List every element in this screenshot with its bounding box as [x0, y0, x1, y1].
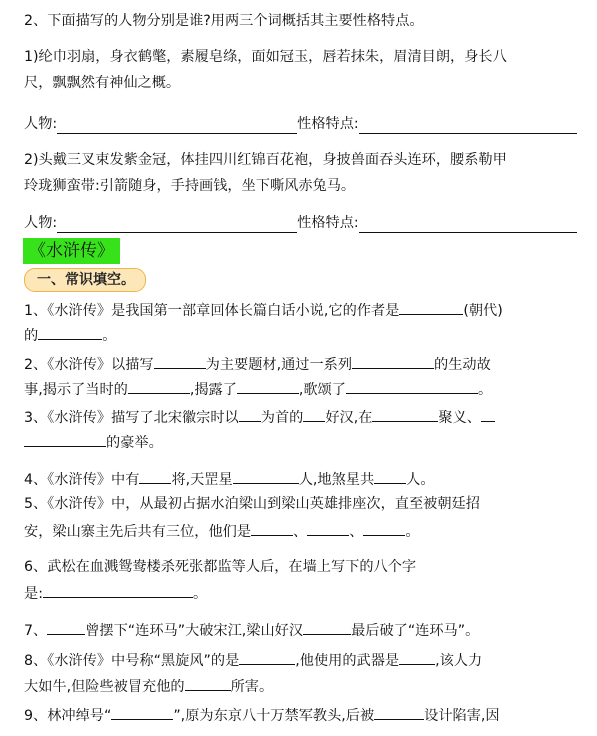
item-7-line: 7、 曾摆下“连环马”大破宋江,梁山好汉 最后破了“连环马”。 — [24, 619, 577, 641]
item-1-line-1: 1、《水浒传》是我国第一部章回体长篇白话小说,它的作者是 (朝代) — [24, 299, 577, 321]
blank-place[interactable] — [372, 406, 438, 422]
blank-reveal[interactable] — [128, 378, 190, 394]
trait-blank-2[interactable] — [359, 217, 577, 233]
person-blank-1[interactable] — [57, 118, 297, 134]
blank-feat[interactable] — [24, 431, 106, 447]
person-label: 人物: — [24, 215, 58, 231]
trait-label: 性格特点: — [297, 116, 359, 132]
person-blank-2[interactable] — [57, 217, 297, 233]
item-6-line-1: 6、武松在血溅鸳鸯楼杀死张都监等人后，在墙上写下的八个字 — [24, 559, 417, 575]
blank-black-whirlwind[interactable] — [239, 649, 295, 665]
item-3-line-2: 的豪举。 — [24, 431, 577, 453]
blank-lianhuan-breaker[interactable] — [303, 619, 351, 635]
trait-blank-1[interactable] — [359, 118, 577, 134]
blank-impostor[interactable] — [185, 675, 231, 691]
blank-leader-3[interactable] — [363, 520, 405, 536]
blank-nickname[interactable] — [111, 704, 173, 720]
item-2-line-1: 2、《水浒传》以描写 为主要题材,通过一系列 的生动故 — [24, 353, 577, 375]
item-8-line-2: 大如牛,但险些被冒充他的 所害。 — [24, 675, 577, 697]
blank-disha[interactable] — [374, 468, 406, 484]
blank-author-name[interactable] — [38, 324, 102, 340]
blank-eight-chars[interactable] — [43, 582, 193, 598]
blank-framer[interactable] — [374, 704, 424, 720]
item-6-line-2: 是: 。 — [24, 582, 577, 604]
item-5-line-2: 安，梁山寨主先后共有三位，他们是 、 、 。 — [24, 520, 577, 542]
person-label: 人物: — [24, 116, 58, 132]
blank-heroes-count[interactable] — [303, 406, 325, 422]
blank-lianhuan-setter[interactable] — [47, 619, 85, 635]
q2-passage-1-line-2: 尺，飘飘然有神仙之概。 — [24, 75, 181, 91]
item-3-line-1: 3、《水浒传》描写了北宋徽宗时以 为首的 好汉,在 聚义、 — [24, 406, 577, 428]
item-4-line: 4、《水浒传》中有 将,天罡星 人,地煞星共 人。 — [24, 468, 577, 490]
blank-weapon[interactable] — [399, 649, 435, 665]
blank-author[interactable] — [399, 299, 463, 315]
item-9-line: 9、林冲绰号“ ”,原为东京八十万禁军教头,后被 设计陷害,因 — [24, 704, 577, 726]
blank-series[interactable] — [352, 353, 434, 369]
blank-feat-start[interactable] — [481, 406, 495, 422]
item-8-line-1: 8、《水浒传》中号称“黑旋风”的是 ,他使用的武器是 ,该人力 — [24, 649, 577, 671]
q2-passage-2-line-1: 2)头戴三叉束发紫金冠，体挂四川红锦百花袍，身披兽面吞头连环，腰系勒甲 — [24, 152, 507, 168]
blank-leader-1[interactable] — [251, 520, 293, 536]
item-5-line-1: 5、《水浒传》中，从最初占据水泊梁山到梁山英雄排座次，直至被朝廷招 — [24, 496, 480, 512]
blank-generals[interactable] — [139, 468, 171, 484]
blank-leader[interactable] — [239, 406, 261, 422]
q2-passage-1-line-1: 1)纶巾羽扇，身衣鹤氅，素履皂绦，面如冠玉，唇若抹朱，眉清目朗，身长八 — [24, 49, 507, 65]
q2-passage-2-line-2: 玲珑狮蛮带:引箭随身，手持画钱，坐下嘶风赤兔马。 — [24, 178, 356, 194]
section-title-highlight: 《水浒传》 — [23, 238, 120, 264]
blank-theme[interactable] — [154, 353, 206, 369]
blank-expose[interactable] — [237, 378, 299, 394]
trait-label: 性格特点: — [297, 215, 359, 231]
item-1-line-2: 的 。 — [24, 324, 577, 346]
blank-praise[interactable] — [346, 378, 478, 394]
item-2-line-2: 事,揭示了当时的 ,揭露了 ,歌颂了 。 — [24, 378, 577, 400]
subsection-heading: 一、常识填空。 — [24, 268, 146, 292]
q2-heading: 2、下面描写的人物分别是谁?用两三个词概括其主要性格特点。 — [24, 13, 424, 29]
q2-answer-row-2 — [24, 213, 577, 233]
blank-leader-2[interactable] — [307, 520, 349, 536]
blank-tiangang[interactable] — [233, 468, 299, 484]
q2-answer-row-1 — [24, 114, 577, 134]
